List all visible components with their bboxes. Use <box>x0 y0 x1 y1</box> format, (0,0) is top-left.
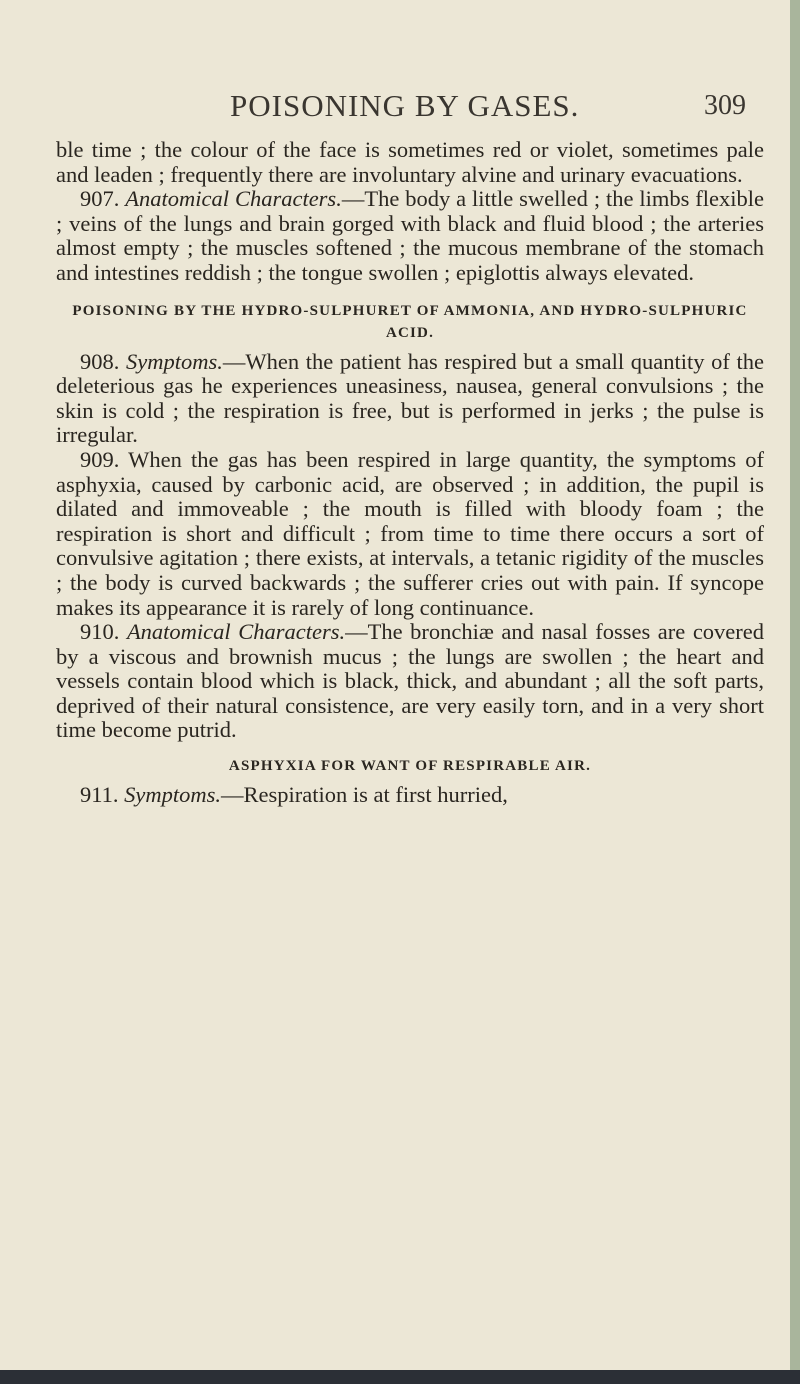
paragraph-number: 909. <box>80 446 120 472</box>
paragraph-label: Anatomical Characters. <box>126 619 346 645</box>
bottom-edge <box>0 1370 800 1384</box>
paragraph-text: —When the patient has respired but a small quantity of the deleterious gas he experiences uneasiness, nausea, general convulsions ; the skin is cold ; the respiration is free, but is performed in jerks ; the pulse is irregular. <box>56 348 765 448</box>
paragraph-906-continued: ble time ; the colour of the face is sometimes red or violet, sometimes pale and leaden ; frequently there are involuntary alvine and urinary evacuations. <box>56 137 764 187</box>
running-head: POISONING BY GASES. <box>230 88 580 123</box>
paragraph-number: 908. <box>80 348 120 374</box>
paragraph-text: —The bronchiæ and nasal fosses are covered by a viscous and brownish mucus ; the lungs are swollen ; the heart and vessels contain blood which is black, thick, and abundant ; all the soft parts, deprived of their natural consistence, are very easily torn, and in a very short time become putrid. <box>56 619 765 743</box>
paragraph-text: —Respiration is at first hurried, <box>221 782 508 808</box>
section-heading-hydro-sulphuret: POISONING BY THE HYDRO-SULPHURET OF AMMONIA, AND HYDRO-SULPHURIC ACID. <box>72 302 748 341</box>
body-text <box>56 138 764 808</box>
paragraph-908 <box>56 350 764 448</box>
paragraph-text: —The body a little swelled ; the limbs flexible ; veins of the lungs and brain gorged with black and fluid blood ; the arteries almost empty ; the muscles softened ; the mucous membrane of the stomach and intestines reddish ; the tongue swollen ; epiglottis always elevated. <box>56 186 765 285</box>
paragraph-910 <box>56 620 764 743</box>
paragraph-911 <box>56 783 764 808</box>
paragraph-label: Symptoms. <box>126 348 223 374</box>
paragraph-909 <box>56 448 764 620</box>
page-edge <box>790 0 800 1384</box>
page-header <box>0 88 790 128</box>
paragraph-label: Symptoms. <box>124 782 222 808</box>
paragraph-label: Anatomical Characters. <box>125 186 342 212</box>
paragraph-number: 910. <box>80 619 120 645</box>
paragraph-number: 911. <box>80 782 119 808</box>
page-number: 309 <box>704 90 746 121</box>
paragraph-text: When the gas has been respired in large quantity, the symptoms of asphyxia, caused by carbonic acid, are observed ; in addition, the pupil is dilated and immoveable ; the mouth is filled with bloody foam ; the respiration is short and difficult ; from time to time there occurs a sort of convulsive agitation ; there exists, at intervals, a tetanic rigidity of the muscles ; the body is curved backwards ; the sufferer cries out with pain. If syncope makes its appearance it is rarely of long continuance. <box>56 446 764 620</box>
paragraph-907 <box>56 187 764 285</box>
paragraph-number: 907. <box>80 186 120 212</box>
section-heading-asphyxia: ASPHYXIA FOR WANT OF RESPIRABLE AIR. <box>228 758 592 775</box>
